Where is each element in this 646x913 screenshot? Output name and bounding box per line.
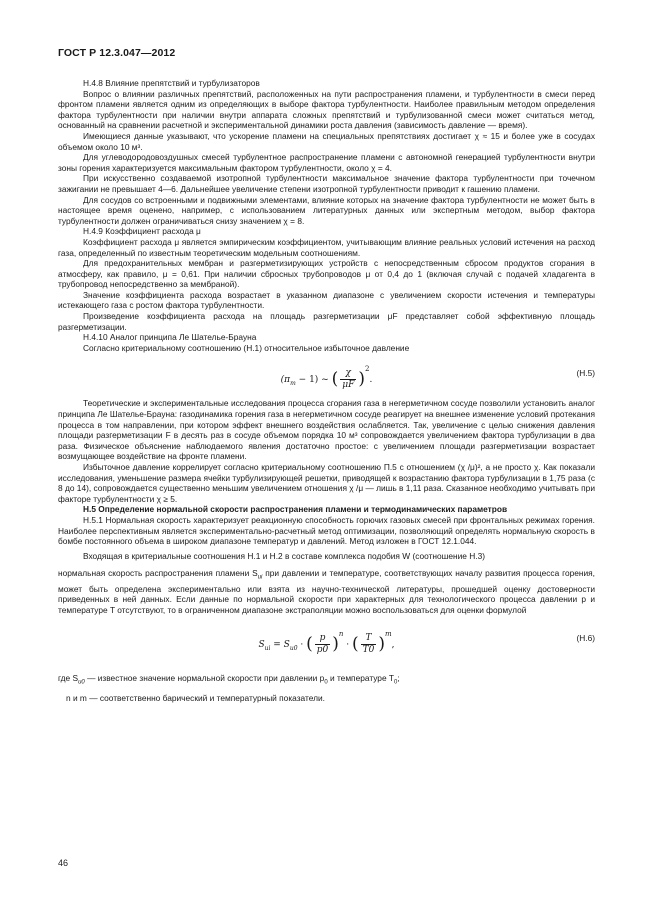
formula-h6-lhs-sub: ui: [264, 645, 271, 653]
paragraph-7: Для предохранительных мембран и разгерметизирующих устройств с непосредственным сбросом продуктов сгорания в атмосферу, как правило, μ = 0,61. При наличии сбросных трубопроводов μ от 0,4 до 1 (включая случай с подачей хладагента в трубопровод непосредственно за мембраной).: [58, 258, 595, 290]
formula-h6-m: m: [385, 630, 392, 639]
formula-h5-mid: − 1) ~: [295, 375, 329, 386]
formula-h5-label: (Н.5): [576, 368, 595, 379]
formula-h5-fraction: [340, 368, 356, 391]
paragraph-13: Н.5.1 Нормальная скорость характеризует реакционную способность горючих газовых смесей при фронтальных режимах горения. Наиболее перспективным является экспериментально-расчетный метод оптимизации, позволяющий определять нормальную скорость в бомбе постоянного объема в широком диапазоне температур и давлений. Метод изложен в ГОСТ 12.1.044.: [58, 514, 595, 547]
formula-h6-p-num: p: [315, 633, 331, 645]
section-heading-h410: Н.4.10 Аналог принципа Ле Шателье-Брауна: [83, 332, 257, 343]
paragraph-1: Вопрос о влиянии различных препятствий, расположенных на пути распространения пламени, и турбулентности в смеси перед фронтом пламени является одним из определяющих в выборе фактора турбулентности. Наиболее правильным методом определения фактора турбулентности при наличии внутри аппарата сложных препятствий и турбулизованной смеси может считаться метод, основанный на сравнении расчетной и экспериментальной динамики роста давления (зависимость давление — время).: [58, 88, 595, 131]
paragraph-10: Согласно критериальному соотношению (Н.1) относительное избыточное давление: [83, 342, 410, 353]
paragraph-15-start: нормальная скорость распространения пламени S: [58, 568, 258, 579]
formula-h5: [58, 360, 595, 390]
formula-h5-denominator: μF: [342, 380, 355, 391]
formula-h6-label: (Н.6): [576, 633, 595, 644]
formula-h5-sub: m: [290, 380, 296, 388]
formula-h6-t-num: T: [361, 633, 377, 645]
paragraph-12: Избыточное давление коррелирует согласно критериальному соотношению П.5 с отношением (χ /μ)², а не просто χ. Как показали исследования, уменьшение размера ячейки турбулизирующей решетки, приводящей к возрастанию фактора турбулизации в 1,75 раза (с 8 до 14), сопровождается существенно меньшим увеличением отношения χ /μ — лишь в 1,11 раза. Сказанное необходимо учитывать при факторе турбулентности χ ≥ 5.: [58, 462, 595, 504]
formula-h6-expression: $S_{ui} = S_{u0}$ · ( $\frac{p}{p0}$ )$^n$ · ( $\frac{T}{T0}$ )$^m$,: [258, 630, 395, 656]
paragraph-3: Для углеводородовоздушных смесей турбулентное распространение пламени с автономной генерацией турбулентности внутри зоны горения характеризуется максимальным фактором турбулентности, около χ = 4.: [58, 152, 595, 173]
where-1-c: и температуре T: [327, 673, 395, 684]
paragraph-8: Значение коэффициента расхода возрастает в указанном диапазоне с увеличением скорости истечения и температуры истекающего газа с ростом фактора турбулентности.: [58, 289, 595, 311]
formula-h5-numerator: χ: [340, 368, 356, 380]
formula-h6-eq: = S: [270, 640, 290, 651]
paragraph-15-sub: ui: [257, 575, 263, 581]
formula-h6-rhs-sub: u0: [289, 645, 298, 653]
formula-h5-exponent: 2: [364, 365, 370, 374]
formula-h6: [58, 625, 595, 661]
paragraph-5: Для сосудов со встроенными и подвижными элементами, влияние которых на значение фактора турбулентности не может быть в настоящее время оценено, например, с использованием литературных данных или экспертным методом, выбор фактора турбулентности должен ограничиваться снизу значением χ = 8.: [58, 194, 595, 226]
paragraph-9: Произведение коэффициента расхода на площадь разгерметизации μF представляет собой эффективную площадь разгерметизации.: [58, 311, 595, 332]
formula-h6-n: n: [338, 630, 344, 639]
where-1-a: где S: [58, 673, 79, 684]
paragraph-14: Входящая в критериальные соотношения Н.1 и Н.2 в составе комплекса подобия W (соотношение Н.3): [83, 550, 485, 561]
where-1-d: ;: [397, 673, 400, 684]
where-line-1: [58, 673, 595, 688]
formula-h6-p-den: p0: [316, 645, 329, 656]
page-content: [58, 78, 595, 703]
section-heading-h49: Н.4.9 Коэффициент расхода μ: [83, 226, 201, 237]
formula-h5-expression: $(\pi_m - 1)$ ~ ( $\frac{\chi}{\mu F}$ )$^2$.: [280, 365, 373, 391]
section-heading-h5: Н.5 Определение нормальной скорости распространения пламени и термодинамических параметров: [83, 504, 508, 515]
document-header: ГОСТ Р 12.3.047—2012: [58, 47, 176, 59]
paragraph-15-rest: при давлении и температуре, соответствующих началу развития процесса горения, может быть определена экспериментально или взята из научно-технической литературы, прошедшей оценку достоверности приведенных в ней данных. Если данные по нормальной скорости при характерных для технологического процесса давлении p и температуре T отсутствуют, то в ограниченном диапазоне экстраполяции можно воспользоваться для оценки формулой: [58, 568, 595, 615]
where-1-sub2: 0: [324, 680, 328, 687]
formula-h6-pressure-fraction: [315, 633, 331, 656]
formula-h5-lhs: (π: [280, 375, 291, 386]
paragraph-11: Теоретические и экспериментальные исследования процесса сгорания газа в негерметичном сосуде позволили установить аналог принципа Ле Шателье-Брауна: газодинамика горения газа в негерметичном сосуде реагирует на внешнее изменение условий протекания процесса в том направлении, при котором эффект внешнего воздействия ослабляется. Так, увеличение с целью снижения давления площади разгерметизации F в десять раз в сосуде объемом порядка 10 м³ сопровождается увеличением фактора турбулизации в два раза. Физическое объяснение наблюдаемого явления достаточно простое: с увеличением площади разгерметизации возрастает возмущающее воздействие на фронте пламени.: [58, 398, 595, 462]
paragraph-6: Коэффициент расхода μ является эмпирическим коэффициентом, учитывающим влияние реальных условий истечения на расход газа, определенный по известным теоретическим модельным соотношениям.: [58, 236, 595, 258]
page-number: 46: [58, 858, 69, 868]
paragraph-15: [58, 568, 595, 615]
where-1-b: — известное значение нормальной скорости при давлении p: [84, 673, 325, 684]
formula-h6-t-den: T0: [362, 645, 375, 656]
paragraph-2: Имеющиеся данные указывают, что ускорение пламени на специальных препятствиях достигает χ ≈ 15 и более уже в сосудах объемом около 10 м³.: [58, 130, 595, 152]
section-heading-h48: Н.4.8 Влияние препятствий и турбулизаторов: [83, 78, 260, 88]
where-1-sub: u0: [78, 680, 85, 687]
where-1-sub3: 0: [394, 680, 398, 687]
paragraph-4: При искусственно создаваемой изотропной турбулентности максимальное значение фактора турбулентности при точечном зажигании не превышает 4—6. Дальнейшее увеличение степени изотропной турбулентности приводит к гашению пламени.: [58, 173, 595, 194]
formula-h6-lhs: S: [258, 640, 265, 651]
formula-h6-temperature-fraction: [361, 633, 377, 656]
where-line-2: n и m — соответственно барический и температурный показатели.: [66, 692, 325, 703]
